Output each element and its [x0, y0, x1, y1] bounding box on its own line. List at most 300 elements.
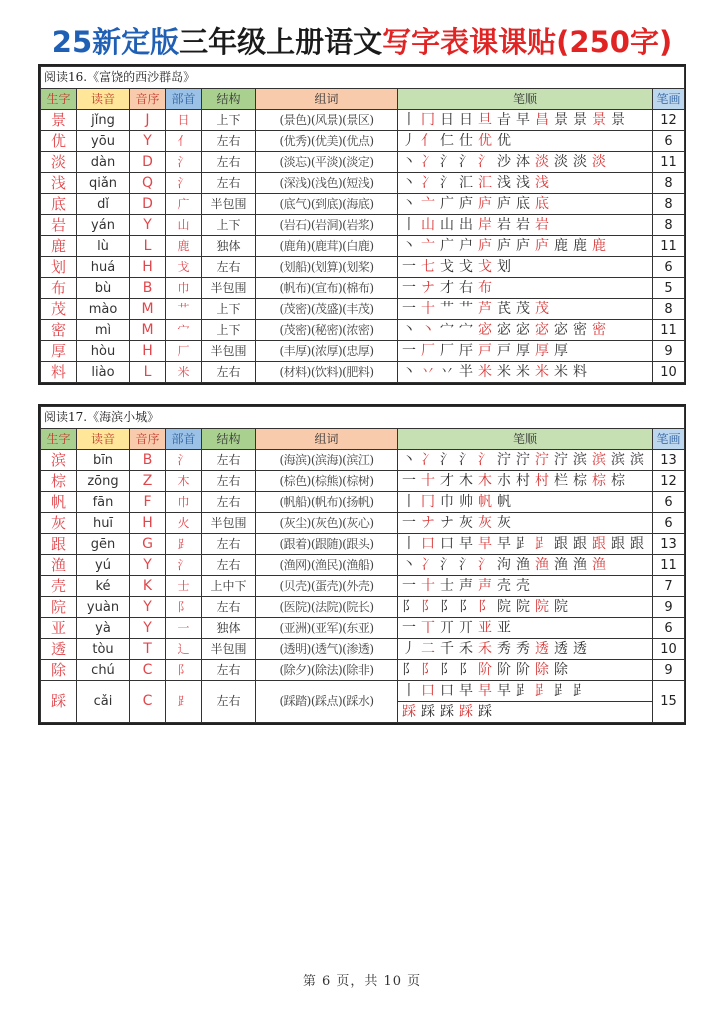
stroke-step: 米	[535, 363, 551, 380]
stroke-step: 阝	[459, 661, 475, 678]
radical-cell: 广	[166, 194, 202, 215]
stroke-step: 阝	[421, 598, 437, 615]
stroke-step: 淡	[592, 153, 608, 170]
table-row	[41, 278, 685, 299]
radical-cell: 日	[166, 110, 202, 131]
stroke-step: 茂	[535, 300, 551, 317]
stroke-step: 阝	[440, 661, 456, 678]
title-part-edition: 25新定版	[51, 25, 180, 59]
stroke-step: 阶	[497, 661, 513, 678]
stroke-step: 早	[459, 535, 475, 552]
index-cell: D	[130, 152, 166, 173]
structure-cell: 半包围	[202, 639, 256, 660]
stroke-step: 庐	[459, 195, 475, 212]
stroke-step: 浅	[497, 174, 513, 191]
stroke-step: 宓	[497, 321, 513, 338]
stroke-step: 户	[459, 237, 475, 254]
index-cell: J	[130, 110, 166, 131]
stroke-step: 𧾷	[535, 682, 551, 699]
stroke-step: 禾	[459, 640, 475, 657]
radical-cell: ⻊	[166, 681, 202, 723]
stroke-step: 岩	[497, 216, 513, 233]
stroke-order-cell	[398, 215, 653, 236]
stroke-step: 戸	[497, 342, 513, 359]
stroke-step: 丿	[402, 640, 418, 657]
lesson-title: 阅读17.《海滨小城》	[41, 407, 685, 429]
stroke-step: 院	[554, 598, 570, 615]
header-stroke-order: 笔顺	[398, 89, 653, 110]
words-cell: (材料)(饮料)(肥料)	[256, 362, 398, 383]
structure-cell: 半包围	[202, 278, 256, 299]
stroke-step: 密	[592, 321, 608, 338]
stroke-step: 踩	[440, 703, 456, 720]
stroke-step: 淡	[554, 153, 570, 170]
stroke-step: 半	[459, 363, 475, 380]
stroke-step: 院	[516, 598, 532, 615]
stroke-step: 沙	[497, 153, 513, 170]
stroke-step: 氵	[459, 556, 475, 573]
stroke-step: 十	[421, 577, 437, 594]
pinyin-cell: hòu	[77, 341, 130, 362]
stroke-step: 跟	[630, 535, 646, 552]
radical-cell: 艹	[166, 299, 202, 320]
stroke-count-cell: 15	[653, 681, 685, 723]
stroke-step: 氵	[478, 451, 494, 468]
stroke-step: 氵	[459, 451, 475, 468]
stroke-step: 早	[478, 535, 494, 552]
index-cell: Q	[130, 173, 166, 194]
char-cell: 优	[41, 131, 77, 152]
stroke-step: 艹	[459, 300, 475, 317]
index-cell: K	[130, 576, 166, 597]
char-cell: 院	[41, 597, 77, 618]
stroke-step: 棕	[611, 472, 627, 489]
stroke-step: 冂	[421, 493, 437, 510]
header-radical: 部首	[166, 89, 202, 110]
stroke-step: 跟	[554, 535, 570, 552]
pinyin-cell: yán	[77, 215, 130, 236]
structure-cell: 半包围	[202, 513, 256, 534]
stroke-step: 透	[554, 640, 570, 657]
stroke-step: 厈	[459, 342, 475, 359]
stroke-step: 旦	[478, 111, 494, 128]
stroke-step: 丶	[402, 451, 418, 468]
index-cell: Y	[130, 618, 166, 639]
structure-cell: 左右	[202, 173, 256, 194]
structure-cell: 左右	[202, 597, 256, 618]
words-cell: (跟着)(跟随)(跟头)	[256, 534, 398, 555]
structure-cell: 半包围	[202, 194, 256, 215]
pinyin-cell: jǐng	[77, 110, 130, 131]
stroke-step: 早	[497, 535, 513, 552]
radical-cell: 戈	[166, 257, 202, 278]
stroke-order-cell	[398, 597, 653, 618]
stroke-step: 丌	[440, 619, 456, 636]
char-cell: 厚	[41, 341, 77, 362]
index-cell: C	[130, 660, 166, 681]
lesson-title: 阅读16.《富饶的西沙群岛》	[41, 67, 685, 89]
index-cell: H	[130, 341, 166, 362]
words-cell: (医院)(法院)(院长)	[256, 597, 398, 618]
words-cell: (帆布)(宣布)(棉布)	[256, 278, 398, 299]
stroke-order-cell	[398, 320, 653, 341]
structure-cell: 左右	[202, 660, 256, 681]
stroke-step: 庐	[478, 237, 494, 254]
pinyin-cell: chú	[77, 660, 130, 681]
stroke-step: 丨	[402, 493, 418, 510]
stroke-step: 宓	[554, 321, 570, 338]
radical-cell: 士	[166, 576, 202, 597]
header-words: 组词	[256, 429, 398, 450]
words-cell: (底气)(到底)(海底)	[256, 194, 398, 215]
radical-cell: 氵	[166, 173, 202, 194]
stroke-step: 阶	[478, 661, 494, 678]
radical-cell: 米	[166, 362, 202, 383]
stroke-step: 才	[440, 279, 456, 296]
stroke-step: 𧾷	[516, 535, 532, 552]
structure-cell: 左右	[202, 131, 256, 152]
stroke-step: 丨	[402, 111, 418, 128]
stroke-step: 丶	[402, 195, 418, 212]
stroke-step: 庐	[535, 237, 551, 254]
stroke-step: 泞	[516, 451, 532, 468]
char-cell: 密	[41, 320, 77, 341]
stroke-step: 戸	[478, 342, 494, 359]
stroke-step: 棕	[592, 472, 608, 489]
stroke-count-cell: 9	[653, 597, 685, 618]
stroke-step: 透	[535, 640, 551, 657]
stroke-step: 千	[440, 640, 456, 657]
char-cell: 划	[41, 257, 77, 278]
stroke-step: 院	[497, 598, 513, 615]
stroke-step: 戈	[440, 258, 456, 275]
stroke-step: 底	[535, 195, 551, 212]
stroke-step: 一	[402, 258, 418, 275]
char-cell: 踩	[41, 681, 77, 723]
words-cell: (海滨)(滨海)(滨江)	[256, 450, 398, 471]
stroke-step: 厂	[421, 342, 437, 359]
stroke-step: 泞	[497, 451, 513, 468]
stroke-count-cell: 6	[653, 492, 685, 513]
stroke-step: 秀	[516, 640, 532, 657]
words-cell: (景色)(风景)(景区)	[256, 110, 398, 131]
stroke-step: 冫	[421, 556, 437, 573]
index-cell: Y	[130, 597, 166, 618]
radical-cell: 鹿	[166, 236, 202, 257]
char-cell: 浅	[41, 173, 77, 194]
structure-cell: 左右	[202, 450, 256, 471]
stroke-step: 划	[497, 258, 513, 275]
stroke-step: 冫	[421, 451, 437, 468]
stroke-step: 木	[459, 472, 475, 489]
stroke-count-cell: 11	[653, 320, 685, 341]
index-cell: M	[130, 320, 166, 341]
table-row	[41, 597, 685, 618]
stroke-step: 茂	[516, 300, 532, 317]
stroke-step: 厚	[554, 342, 570, 359]
stroke-step: 早	[516, 111, 532, 128]
stroke-step: 戈	[459, 258, 475, 275]
stroke-step: 冫	[421, 153, 437, 170]
stroke-order-cell	[398, 278, 653, 299]
header-char: 生字	[41, 429, 77, 450]
stroke-step: 一	[402, 342, 418, 359]
stroke-step: 广	[440, 195, 456, 212]
structure-cell: 左右	[202, 492, 256, 513]
structure-cell: 独体	[202, 236, 256, 257]
stroke-step: 丅	[421, 619, 437, 636]
header-index: 音序	[130, 89, 166, 110]
stroke-step: 踩	[459, 703, 475, 720]
stroke-order-cell	[398, 362, 653, 383]
radical-cell: 山	[166, 215, 202, 236]
stroke-step: 棕	[573, 472, 589, 489]
pinyin-cell: yuàn	[77, 597, 130, 618]
table-row	[41, 257, 685, 278]
lesson-17-table	[38, 404, 686, 725]
stroke-step: 浅	[516, 174, 532, 191]
stroke-step: 渔	[554, 556, 570, 573]
stroke-step: 庐	[478, 195, 494, 212]
title-part-subject: 写字表课课贴(250字)	[382, 25, 673, 59]
stroke-order-cell	[398, 660, 653, 681]
radical-cell: 木	[166, 471, 202, 492]
stroke-step: 阝	[440, 598, 456, 615]
stroke-step: 阝	[421, 661, 437, 678]
pinyin-cell: fān	[77, 492, 130, 513]
stroke-step: 厚	[516, 342, 532, 359]
stroke-order-cell	[398, 618, 653, 639]
index-cell: C	[130, 681, 166, 723]
words-cell: (亚洲)(亚军)(东亚)	[256, 618, 398, 639]
structure-cell: 左右	[202, 471, 256, 492]
pinyin-cell: dǐ	[77, 194, 130, 215]
header-structure: 结构	[202, 429, 256, 450]
stroke-count-cell: 10	[653, 639, 685, 660]
radical-cell: 宀	[166, 320, 202, 341]
table-row	[41, 152, 685, 173]
index-cell: L	[130, 362, 166, 383]
stroke-step: 浅	[535, 174, 551, 191]
char-cell: 帆	[41, 492, 77, 513]
stroke-step: 滨	[611, 451, 627, 468]
char-cell: 棕	[41, 471, 77, 492]
stroke-step: 丶	[402, 363, 418, 380]
index-cell: F	[130, 492, 166, 513]
stroke-step: 岩	[535, 216, 551, 233]
header-row	[41, 429, 685, 450]
stroke-order-cell	[398, 194, 653, 215]
header-radical: 部首	[166, 429, 202, 450]
stroke-step: 宓	[478, 321, 494, 338]
stroke-step: 除	[535, 661, 551, 678]
words-cell: (划船)(划算)(划桨)	[256, 257, 398, 278]
stroke-order-cell	[398, 173, 653, 194]
pinyin-cell: mào	[77, 299, 130, 320]
index-cell: M	[130, 299, 166, 320]
pinyin-cell: dàn	[77, 152, 130, 173]
word-table	[40, 406, 685, 723]
stroke-count-cell: 12	[653, 110, 685, 131]
stroke-order-cell	[398, 681, 653, 702]
stroke-order-cell	[398, 450, 653, 471]
stroke-step: 岸	[478, 216, 494, 233]
stroke-step: 踩	[402, 703, 418, 720]
char-cell: 除	[41, 660, 77, 681]
stroke-count-cell: 6	[653, 618, 685, 639]
stroke-order-cell-continued	[398, 702, 653, 723]
stroke-step: 一	[402, 300, 418, 317]
stroke-step: 阝	[402, 661, 418, 678]
index-cell: Y	[130, 555, 166, 576]
stroke-step: 㫖	[497, 111, 513, 128]
lesson-title-row	[41, 407, 685, 429]
stroke-step: 丷	[440, 363, 456, 380]
table-row	[41, 660, 685, 681]
words-cell: (贝壳)(蛋壳)(外壳)	[256, 576, 398, 597]
pinyin-cell: huá	[77, 257, 130, 278]
stroke-step: 日	[440, 111, 456, 128]
header-structure: 结构	[202, 89, 256, 110]
stroke-step: 丶	[402, 174, 418, 191]
stroke-step: 帆	[478, 493, 494, 510]
stroke-step: 厚	[535, 342, 551, 359]
stroke-step: 泃	[497, 556, 513, 573]
stroke-count-cell: 9	[653, 341, 685, 362]
stroke-step: 口	[421, 682, 437, 699]
stroke-step: 宓	[535, 321, 551, 338]
stroke-step: 早	[478, 682, 494, 699]
pinyin-cell: tòu	[77, 639, 130, 660]
stroke-step: 优	[478, 132, 494, 149]
stroke-step: 灰	[459, 514, 475, 531]
stroke-step: 冂	[421, 111, 437, 128]
words-cell: (棕色)(棕熊)(棕树)	[256, 471, 398, 492]
pinyin-cell: yà	[77, 618, 130, 639]
page-title	[0, 22, 724, 62]
stroke-step: 庐	[516, 237, 532, 254]
stroke-step: 跟	[573, 535, 589, 552]
stroke-step: 厂	[440, 342, 456, 359]
stroke-step: 料	[573, 363, 589, 380]
stroke-step: 帆	[497, 493, 513, 510]
stroke-step: 丨	[402, 682, 418, 699]
stroke-step: 院	[535, 598, 551, 615]
stroke-step: 村	[516, 472, 532, 489]
stroke-step: 木	[478, 472, 494, 489]
stroke-count-cell: 6	[653, 513, 685, 534]
title-part-grade: 三年级上册语文	[179, 25, 383, 59]
stroke-step: 丶	[402, 321, 418, 338]
stroke-count-cell: 8	[653, 299, 685, 320]
pinyin-cell: mì	[77, 320, 130, 341]
stroke-step: 日	[459, 111, 475, 128]
stroke-count-cell: 10	[653, 362, 685, 383]
stroke-step: 米	[478, 363, 494, 380]
index-cell: D	[130, 194, 166, 215]
stroke-order-cell	[398, 492, 653, 513]
char-cell: 底	[41, 194, 77, 215]
radical-cell: 火	[166, 513, 202, 534]
index-cell: Y	[130, 131, 166, 152]
stroke-step: 踩	[478, 703, 494, 720]
stroke-step: 山	[421, 216, 437, 233]
table-row	[41, 618, 685, 639]
stroke-step: 氵	[440, 153, 456, 170]
stroke-order-cell	[398, 555, 653, 576]
char-cell: 壳	[41, 576, 77, 597]
stroke-order-cell	[398, 299, 653, 320]
radical-cell: ⻊	[166, 534, 202, 555]
stroke-step: 氵	[478, 556, 494, 573]
index-cell: H	[130, 257, 166, 278]
words-cell: (透明)(透气)(渗透)	[256, 639, 398, 660]
table-row	[41, 110, 685, 131]
stroke-step: 亠	[421, 195, 437, 212]
lesson-16-table	[38, 64, 686, 385]
stroke-order-cell	[398, 576, 653, 597]
stroke-step: 出	[459, 216, 475, 233]
pinyin-cell: liào	[77, 362, 130, 383]
stroke-order-cell	[398, 131, 653, 152]
stroke-step: 右	[459, 279, 475, 296]
radical-cell: 阝	[166, 660, 202, 681]
stroke-step: 氵	[478, 153, 494, 170]
stroke-step: 庐	[497, 237, 513, 254]
table-row	[41, 639, 685, 660]
radical-cell: 巾	[166, 492, 202, 513]
index-cell: T	[130, 639, 166, 660]
header-stroke-count: 笔画	[653, 89, 685, 110]
char-cell: 淡	[41, 152, 77, 173]
radical-cell: 氵	[166, 450, 202, 471]
radical-cell: 辶	[166, 639, 202, 660]
words-cell: (灰尘)(灰色)(灰心)	[256, 513, 398, 534]
char-cell: 布	[41, 278, 77, 299]
char-cell: 亚	[41, 618, 77, 639]
pinyin-cell: yú	[77, 555, 130, 576]
stroke-step: 𧾷	[535, 535, 551, 552]
pinyin-cell: cǎi	[77, 681, 130, 723]
stroke-step: 泞	[535, 451, 551, 468]
table-row	[41, 513, 685, 534]
char-cell: 岩	[41, 215, 77, 236]
stroke-step: 丨	[402, 535, 418, 552]
stroke-step: 壳	[516, 577, 532, 594]
stroke-step: 滨	[592, 451, 608, 468]
stroke-step: 声	[459, 577, 475, 594]
stroke-step: 二	[421, 640, 437, 657]
words-cell: (岩石)(岩洞)(岩浆)	[256, 215, 398, 236]
stroke-order-cell	[398, 236, 653, 257]
words-cell: (除夕)(除法)(除非)	[256, 660, 398, 681]
stroke-step: ナ	[440, 514, 456, 531]
structure-cell: 左右	[202, 257, 256, 278]
stroke-step: 跟	[611, 535, 627, 552]
stroke-step: 景	[573, 111, 589, 128]
radical-cell: 一	[166, 618, 202, 639]
pinyin-cell: huī	[77, 513, 130, 534]
stroke-step: 山	[440, 216, 456, 233]
stroke-step: 景	[611, 111, 627, 128]
stroke-step: 禾	[478, 640, 494, 657]
stroke-step: 泍	[516, 153, 532, 170]
stroke-step: 亚	[497, 619, 513, 636]
table-row	[41, 534, 685, 555]
radical-cell: 厂	[166, 341, 202, 362]
table-row	[41, 450, 685, 471]
words-cell: (渔网)(渔民)(渔船)	[256, 555, 398, 576]
